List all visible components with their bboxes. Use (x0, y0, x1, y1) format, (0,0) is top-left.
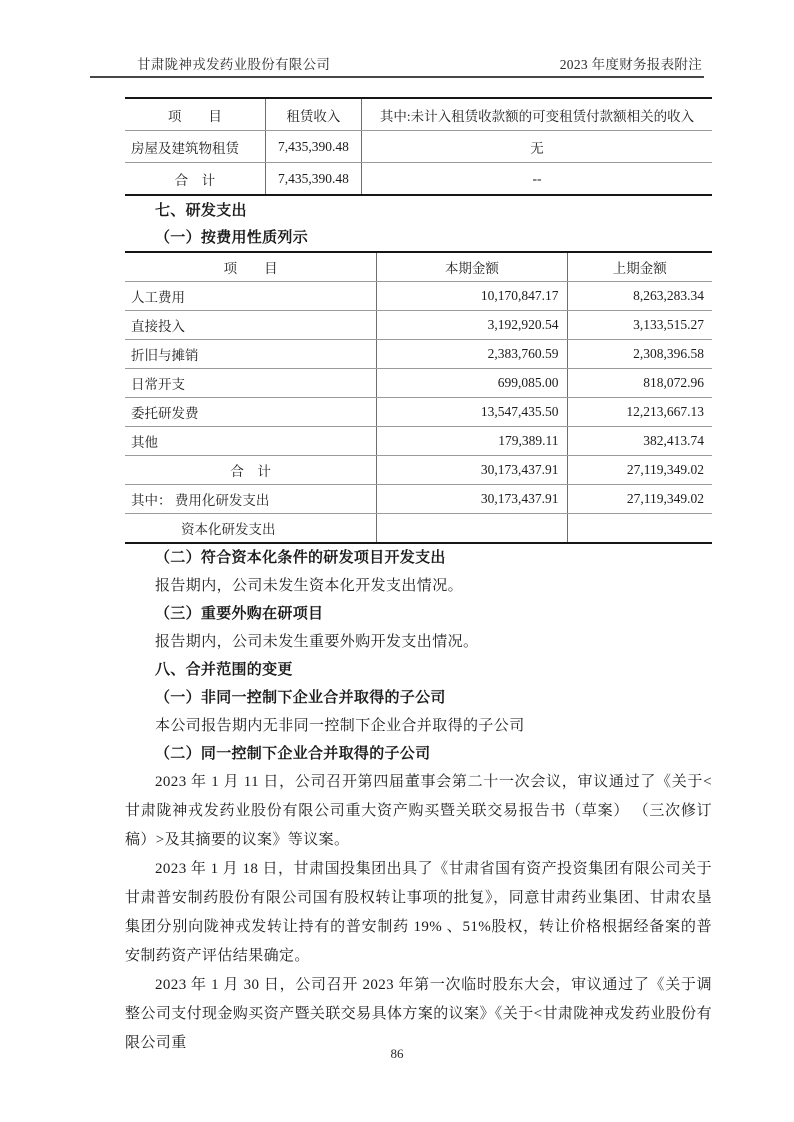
table-row-total (125, 456, 712, 485)
lease-row-income: 7,435,390.48 (265, 131, 361, 163)
rd-row-item: 委托研发费 (125, 398, 377, 427)
rd-row-current: 699,085.00 (377, 369, 567, 398)
table-row (125, 340, 712, 369)
rd-row-capitalized: 资本化研发支出 (181, 522, 276, 537)
rd-row-prior: 818,072.96 (567, 369, 712, 398)
rd-row-prior: 382,413.74 (567, 427, 712, 456)
rd-total-prior: 27,119,349.02 (567, 456, 712, 485)
paragraph-jan30: 2023 年 1 月 30 日，公司召开 2023 年第一次临时股东大会，审议通过了《关于调整公司支付现金购买资产暨关联交易具体方案的议案》《关于<甘肃陇神戎发药业股份有限公司重 (125, 977, 712, 1051)
section-title-rd-by-nature: （一）按费用性质列示 (155, 229, 309, 246)
table-row (125, 398, 712, 427)
rd-row-item: 直接投入 (125, 311, 377, 340)
lease-total-item: 合 计 (174, 172, 216, 188)
rd-row-current: 2,383,760.59 (377, 340, 567, 369)
table-row-total (125, 163, 712, 196)
rd-row-current: 179,389.11 (377, 427, 567, 456)
rd-row-current: 10,170,847.17 (377, 282, 567, 311)
table-row (125, 514, 712, 544)
rd-row-item: 人工费用 (125, 282, 377, 311)
table-header-row (125, 98, 712, 131)
capitalized-note: 报告期内，公司未发生资本化开发支出情况。 (155, 578, 464, 594)
rd-total-current: 30,173,437.91 (377, 456, 567, 485)
lease-total-variable: -- (362, 163, 712, 196)
paragraph-jan18: 2023 年 1 月 18 日，甘肃国投集团出具了《甘肃省国有资产投资集团有限公司关于甘肃普安制药股份有限公司国有股权转让事项的批复》，同意甘肃药业集团、甘肃农垦集团分别向陇神戎发转让持有的普安制药 19% 、51%股权，转让价格根据经备案的普安制药资产评估结果确定。 (125, 861, 712, 964)
page-header (137, 53, 702, 73)
table-row (125, 131, 712, 163)
section-title-merger-scope: 八、合并范围的变更 (155, 661, 293, 678)
outsourced-note: 报告期内，公司未发生重要外购开发支出情况。 (155, 634, 479, 650)
lease-row-item: 房屋及建筑物租赁 (125, 131, 265, 163)
rd-col-item: 项 目 (125, 252, 377, 282)
rd-row-expensed: 其中： 费用化研发支出 (125, 485, 377, 514)
section-title-outsourced: （三）重要外购在研项目 (155, 605, 324, 622)
header-company-name: 甘肃陇神戎发药业股份有限公司 (137, 57, 331, 72)
section-title-non-common-control: （一）非同一控制下企业合并取得的子公司 (155, 689, 446, 706)
rd-row-current: 30,173,437.91 (377, 485, 567, 514)
rd-row-current (377, 514, 567, 544)
rd-row-item: 其他 (125, 427, 377, 456)
rd-row-prior: 12,213,667.13 (567, 398, 712, 427)
table-row (125, 369, 712, 398)
rd-row-item: 折旧与摊销 (125, 340, 377, 369)
page-number: 86 (390, 1046, 404, 1061)
lease-col-variable: 其中:未计入租赁收款额的可变租赁付款额相关的收入 (362, 98, 712, 131)
header-rule (90, 76, 704, 78)
rd-col-current: 本期金额 (377, 252, 567, 282)
rd-row-current: 13,547,435.50 (377, 398, 567, 427)
rd-row-current: 3,192,920.54 (377, 311, 567, 340)
rd-row-prior: 3,133,515.27 (567, 311, 712, 340)
table-row (125, 427, 712, 456)
lease-total-income: 7,435,390.48 (265, 163, 361, 196)
section-title-common-control: （二）同一控制下企业合并取得的子公司 (155, 745, 431, 762)
lease-col-item: 项 目 (125, 98, 265, 131)
rd-expense-table (125, 251, 712, 544)
rd-row-prior: 27,119,349.02 (567, 485, 712, 514)
table-row (125, 485, 712, 514)
table-header-row (125, 252, 712, 282)
non-common-control-note: 本公司报告期内无非同一控制下企业合并取得的子公司 (155, 718, 525, 734)
table-row (125, 311, 712, 340)
paragraph-jan11: 2023 年 1 月 11 日，公司召开第四届董事会第二十一次会议，审议通过了《关于<甘肃陇神戎发药业股份有限公司重大资产购买暨关联交易报告书（草案） （三次修订稿）>及其摘要的议案》等议案。 (125, 774, 712, 848)
page-content (125, 97, 712, 1058)
lease-row-variable: 无 (362, 131, 712, 163)
rd-row-prior: 2,308,396.58 (567, 340, 712, 369)
section-title-capitalized: （二）符合资本化条件的研发项目开发支出 (155, 549, 446, 566)
table-row (125, 282, 712, 311)
rd-row-item: 日常开支 (125, 369, 377, 398)
header-report-title: 2023 年度财务报表附注 (559, 57, 702, 72)
rd-total-item: 合 计 (125, 456, 377, 485)
rd-row-prior (567, 514, 712, 544)
rd-col-prior: 上期金额 (567, 252, 712, 282)
lease-income-table (125, 97, 712, 196)
rd-row-prior: 8,263,283.34 (567, 282, 712, 311)
lease-col-income: 租赁收入 (265, 98, 361, 131)
section-title-rd: 七、研发支出 (155, 202, 247, 219)
